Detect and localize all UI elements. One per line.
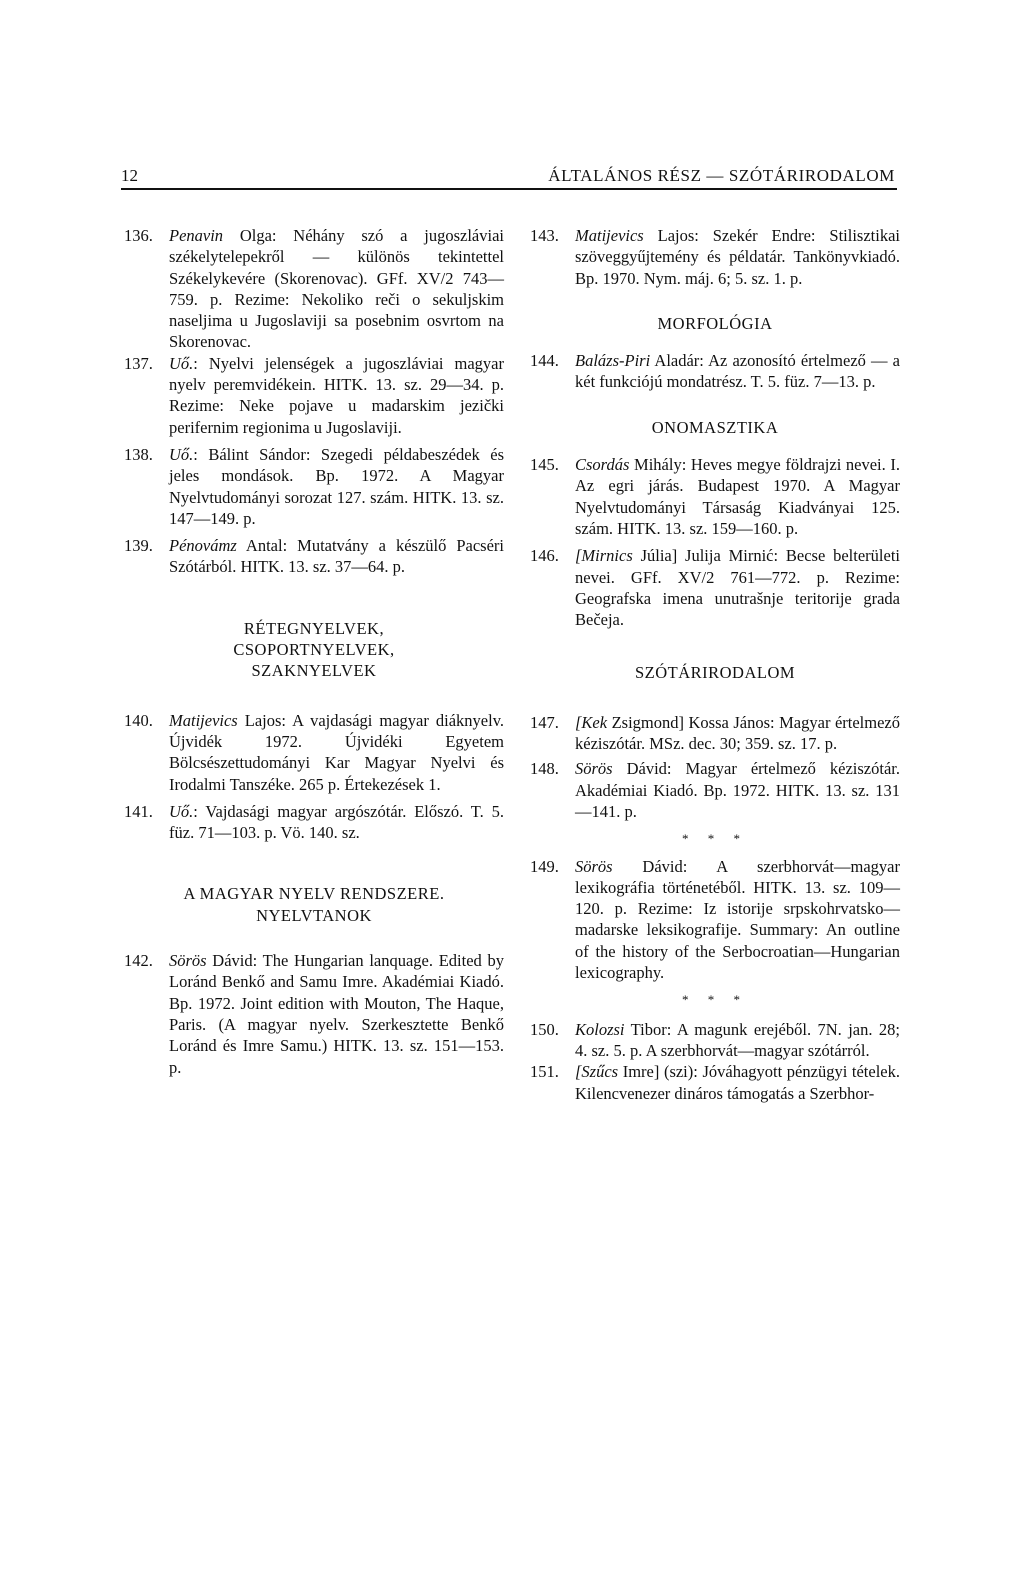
bibliography-entry-147 (530, 712, 900, 755)
entry-author: Uő. (169, 444, 194, 464)
bibliography-entry-150 (530, 1019, 900, 1062)
entry-number: 144. (530, 351, 559, 371)
entry-author: [Szűcs (575, 1062, 619, 1082)
bibliography-entry-149 (530, 856, 900, 984)
entry-text: Mihály: Heves megye földrajzi nevei. I. Az egri járás. Budapest 1970. A Magyar Nyelvtudományi Társaság Kiadványai 125. szám. HITK. 13. sz. 159—160. p. (575, 455, 900, 538)
entry-author: Csordás (575, 455, 630, 475)
separator-stars: * * * (682, 831, 748, 847)
entry-author: [Kek (575, 712, 608, 732)
bibliography-entry-151 (530, 1061, 900, 1104)
entry-number: 138. (124, 444, 153, 464)
entry-author: Pénováтz (169, 536, 237, 556)
entry-number: 141. (124, 801, 153, 821)
bibliography-entry-141 (124, 801, 504, 844)
entry-author: Penavin (169, 226, 224, 245)
entry-number: 150. (530, 1019, 559, 1039)
entry-text: Antal: Mutatvány a készülő Pacséri Szótárból. HITK. 13. sz. 37—64. p. (169, 536, 504, 577)
section-heading-onomasztika: ONOMASZTIKA (651, 417, 779, 437)
entry-number: 151. (530, 1062, 559, 1082)
entry-text: Lajos: Szekér Endre: Stilisztikai szöveggyűjtemény és példatár. Tankönyvkiadó. Bp. 1970. Nym. máj. 6; 5. sz. 1. p. (575, 226, 900, 288)
entry-number: 142. (124, 951, 153, 971)
entry-text: Aladár: Az azonosító értelmező — a két funkciójú mondatrész. T. 5. füz. 7—13. p. (575, 351, 900, 392)
right-column (530, 225, 900, 1104)
entry-text: Júlia] Julija Mirnić: Becse belterületi nevei. GFf. XV/2 761—772. p. Rezime: Geografska imena unutrašnje teritorije grada Bečeja. (575, 546, 900, 630)
page-number: 12 (121, 166, 138, 185)
entry-number: 136. (124, 226, 153, 245)
bibliography-entry-146 (530, 545, 900, 630)
running-head (121, 166, 897, 190)
bibliography-entry-138 (124, 444, 504, 529)
bibliography-entry-144 (530, 350, 900, 393)
entry-author: Matijevics (575, 226, 644, 245)
entry-number: 139. (124, 536, 153, 556)
bibliography-entry-140 (124, 710, 504, 795)
entry-author: Balázs-Piri (575, 351, 651, 371)
bibliography-entry-145 (530, 454, 900, 539)
bibliography-entry-143 (530, 225, 900, 289)
entry-author: Sörös (169, 951, 207, 971)
entry-author: Uő. (169, 801, 194, 821)
entry-number: 137. (124, 353, 153, 373)
left-column (124, 225, 504, 1078)
entry-number: 140. (124, 710, 153, 730)
bibliography-entry-142 (124, 950, 504, 1078)
entry-text: Zsigmond] Kossa János: Magyar értelmező kéziszótár. MSz. dec. 30; 359. sz. 17. p. (575, 712, 900, 754)
entry-text: Dávid: A szerbhorvát—magyar lexikográfia történetéből. HITK. 13. sz. 109—120. p. Rezime: Iz istorije srpskohrvatsko—madarske leksikografije. Summary: An outline of the history of the Serbocroatian—Hungarian lexicography. (575, 856, 900, 983)
bibliography-entry-137 (124, 353, 504, 438)
entry-text: : Nyelvi jelenségek a jugoszláviai magyar nyelv peremvidékein. HITK. 13. sz. 29—34. p. Rezime: Neke pojave u madarskim jezički perifernim regionima u Jugoslaviji. (169, 353, 504, 437)
section-heading-retegnyelvek: RÉTEGNYELVEK, CSOPORTNYELVEK, SZAKNYELVEK (233, 618, 395, 681)
section-heading-morfologia: MORFOLÓGIA (657, 313, 773, 333)
entry-author: Uő. (169, 353, 194, 373)
entry-number: 149. (530, 856, 559, 876)
entry-number: 143. (530, 226, 559, 245)
entry-author: Kolozsi (575, 1019, 625, 1039)
entry-author: Matijevics (169, 710, 238, 730)
entry-author: Sörös (575, 856, 613, 876)
entry-number: 146. (530, 546, 559, 566)
entry-text: Olga: Néhány szó a jugoszláviai székelytelepekről — különös tekintettel Székelykevére (Skorenovac). GFf. XV/2 743—759. p. Rezime: Nekoliko reči o sekuljskim naseljima u Jugoslaviji sa posebnim osvrtom na Skorenovac. (169, 226, 504, 352)
bibliography-entry-139 (124, 535, 504, 578)
entry-text: Imre] (szi): Jóváhagyott pénzügyi tételek. Kilencvenezer dináros támogatás a Szerbhor- (575, 1062, 900, 1103)
section-title: ÁLTALÁNOS RÉSZ — SZÓTÁRIRODALOM (548, 166, 895, 185)
entry-text: Lajos: A vajdasági magyar diáknyelv. Újvidék 1972. Újvidéki Egyetem Bölcsészettudományi Kar Magyar Nyelvi és Irodalmi Tanszéke. 265 p. Értekezések 1. (169, 710, 504, 794)
section-heading-rendszere: A MAGYAR NYELV RENDSZERE. NYELVTANOK (183, 884, 445, 925)
entry-number: 148. (530, 759, 559, 779)
entry-text: : Bálint Sándor: Szegedi példabeszédek és jeles mondások. Bp. 1972. A Magyar Nyelvtudományi sorozat 127. szám. HITK. 13. sz. 147—149. p. (169, 444, 504, 528)
entry-number: 147. (530, 712, 559, 732)
entry-author: Sörös (575, 759, 613, 779)
section-heading-szotarirodalom: SZÓTÁRIRODALOM (634, 663, 796, 683)
entry-number: 145. (530, 455, 559, 475)
entry-text: : Vajdasági magyar argószótár. Előszó. T. 5. füz. 71—103. p. Vö. 140. sz. (169, 801, 504, 843)
entry-text: Dávid: The Hungarian lanquage. Edited by Loránd Benkő and Samu Imre. Akadémiai Kiadó. Bp. 1972. Joint edition with Mouton, The Haque, Paris. (A magyar nyelv. Szerkesztette Benkő Loránd és Imre Samu.) HITK. 13. sz. 151—153. p. (169, 951, 504, 1077)
bibliography-entry-148 (530, 758, 900, 822)
entry-author: [Mirnics (575, 546, 633, 566)
bibliography-entry-136 (124, 225, 504, 353)
entry-text: Dávid: Magyar értelmező kéziszótár. Akadémiai Kiadó. Bp. 1972. HITK. 13. sz. 131—141. p. (575, 759, 900, 821)
separator-stars: * * * (682, 992, 748, 1008)
entry-text: Tibor: A magunk erejéből. 7N. jan. 28; 4. sz. 5. p. A szerbhorvát—magyar szótárról. (575, 1019, 900, 1060)
